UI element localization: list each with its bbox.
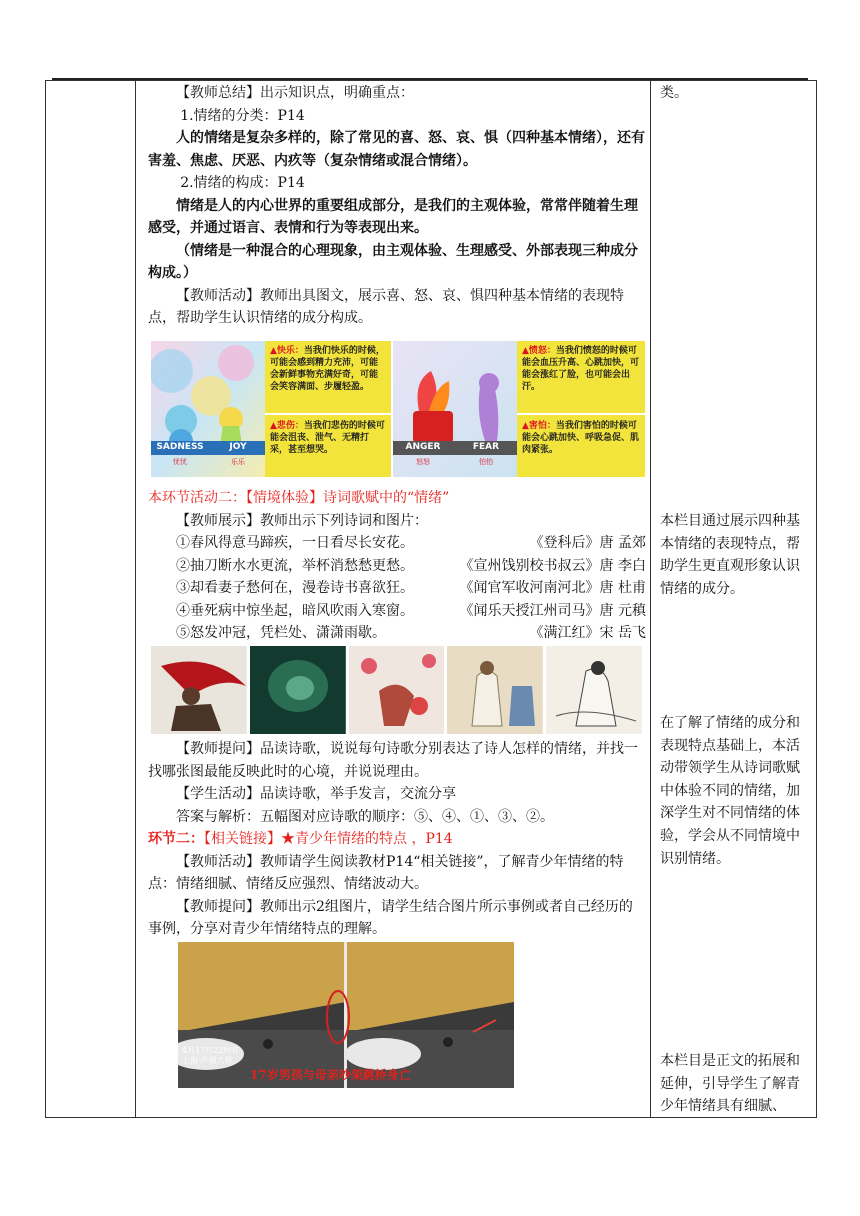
answer-analysis: 答案与解析：五幅图对应诗歌的顺序：⑤、④、①、③、②。 — [176, 808, 554, 825]
main-column — [148, 82, 646, 330]
poem-line: ④垂死病中惊坐起，暗风吹雨入寒窗。 《闻乐天授江州司马》唐 元稹 — [176, 602, 646, 619]
label-anger-zh: 怒怒 — [416, 458, 430, 466]
point1-title: 1.情绪的分类：P14 — [180, 107, 305, 124]
related-link-heading: 环节二：【相关链接】★青少年情绪的特点 ，P14 — [148, 831, 453, 847]
poem-line: ⑤怒发冲冠，凭栏处、潇潇雨歇。 《满江红》宋 岳飞 — [176, 625, 646, 641]
main-column-section3 — [148, 738, 646, 941]
anger-description: ▲愤怒：当我们愤怒的时候可能会血压升高、心跳加快，可能会涨红了脸，也可能会出汗。 — [522, 346, 640, 392]
poem-line: ②抽刀断水水更流，举杯消愁愁更愁。 《宣州饯别校书叔云》唐 李白 — [176, 557, 646, 574]
photo-timestamp: 4月17日22时许 上海·卢浦大桥 — [182, 1046, 240, 1065]
section2-heading: 本环节活动二：【情境体验】诗词歌赋中的“情绪” — [148, 490, 450, 506]
side-note-fragment: 类。 — [660, 85, 688, 101]
label-fear: FEAR — [472, 442, 500, 452]
label-joy-zh: 乐乐 — [231, 458, 245, 466]
column-divider-1 — [135, 80, 136, 1118]
student-activity: 【学生活动】品读诗歌，举手发言，交流分享 — [176, 786, 456, 802]
side-note-3: 本栏目是正文的拓展和延伸，引导学生了解青少年情绪具有细腻、 — [660, 1053, 800, 1115]
poem-paintings — [151, 646, 642, 734]
painting-scholar-joy — [447, 646, 543, 734]
teacher-question-2: 【教师提问】教师出示2组图片，请学生结合图片所示事例或者自己经历的事例，分享对青少年情绪特点的理解。 — [148, 898, 633, 937]
label-sadness: SADNESS — [156, 442, 204, 452]
teacher-activity-1: 【教师活动】教师出具图文，展示喜、怒、哀、惧四种基本情绪的表现特点，帮助学生认识情绪的成分构成。 — [148, 287, 624, 326]
label-joy: JOY — [229, 442, 247, 452]
point1-body: 人的情绪是复杂多样的，除了常见的喜、怒、哀、惧（四种基本情绪），还有害羞、焦虑、厌恶、内疚等（复杂情绪或混合情绪）。 — [148, 130, 645, 169]
painting-warrior — [151, 646, 247, 734]
sadness-description: ▲悲伤：当我们悲伤的时候可能会沮丧、泄气、无精打采，甚至想哭。 — [270, 421, 385, 455]
show-heading: 【教师展示】教师出示下列诗词和图片： — [176, 512, 428, 529]
photo-caption: 17岁男孩与母亲吵架跳桥身亡 — [250, 1068, 411, 1082]
teacher-question-1: 【教师提问】品读诗歌，说说每句诗歌分别表达了诗人怎样的情绪，并找一找哪张图最能反映此时的心境，并说说理由。 — [148, 741, 638, 780]
painting-rider-flowers — [349, 646, 445, 734]
side-note-1: 本栏目通过展示四种基本情绪的表现特点，帮助学生更直观形象认识情绪的成分。 — [660, 513, 800, 597]
label-fear-zh: 怕怕 — [479, 458, 493, 466]
fear-description: ▲害怕：当我们害怕的时候可能会心跳加快、呼吸急促、肌肉紧张。 — [522, 421, 640, 455]
poem-line: ①春风得意马蹄疾，一日看尽长安花。 《登科后》唐 孟郊 — [176, 535, 646, 551]
point2-note: （情绪是一种混合的心理现象，由主观体验、生理感受、外部表现三种成分构成。） — [148, 242, 638, 281]
main-column-section2 — [148, 487, 646, 645]
joy-description: ▲快乐：当我们快乐的时候，可能会感到精力充沛，可能会新鲜事物充满好奇，可能会笑容满面、步履轻盈。 — [270, 346, 385, 392]
side-note-2: 在了解了情绪的成分和表现特点基础上，本活动带领学生从诗词歌赋中体验不同的情绪，加深学生对不同情绪的体验，学会从不同情境中识别情绪。 — [660, 715, 800, 867]
teacher-activity-2: 【教师活动】教师请学生阅读教材P14“相关链接”，了解青少年情绪的特点：情绪细腻、情绪反应强烈、情绪波动大。 — [148, 853, 624, 892]
painting-scholar-drinking — [546, 646, 642, 734]
painting-rain-window — [250, 646, 346, 734]
bridge-news-photo — [178, 942, 514, 1088]
poem-line: ③却看妻子愁何在，漫卷诗书喜欲狂。 《闻官军收河南河北》唐 杜甫 — [176, 580, 646, 596]
label-anger: ANGER — [405, 442, 441, 452]
label-sadness-zh: 忧忧 — [173, 458, 187, 466]
point2-body: 情绪是人的内心世界的重要组成部分，是我们的主观体验，常常伴随着生理感受，并通过语言、表情和行为等表现出来。 — [148, 197, 638, 236]
column-divider-2 — [650, 80, 651, 1118]
point2-title: 2.情绪的构成：P14 — [180, 175, 305, 191]
summary-heading: 【教师总结】出示知识点，明确重点： — [176, 85, 414, 101]
emotions-figure — [151, 341, 645, 477]
